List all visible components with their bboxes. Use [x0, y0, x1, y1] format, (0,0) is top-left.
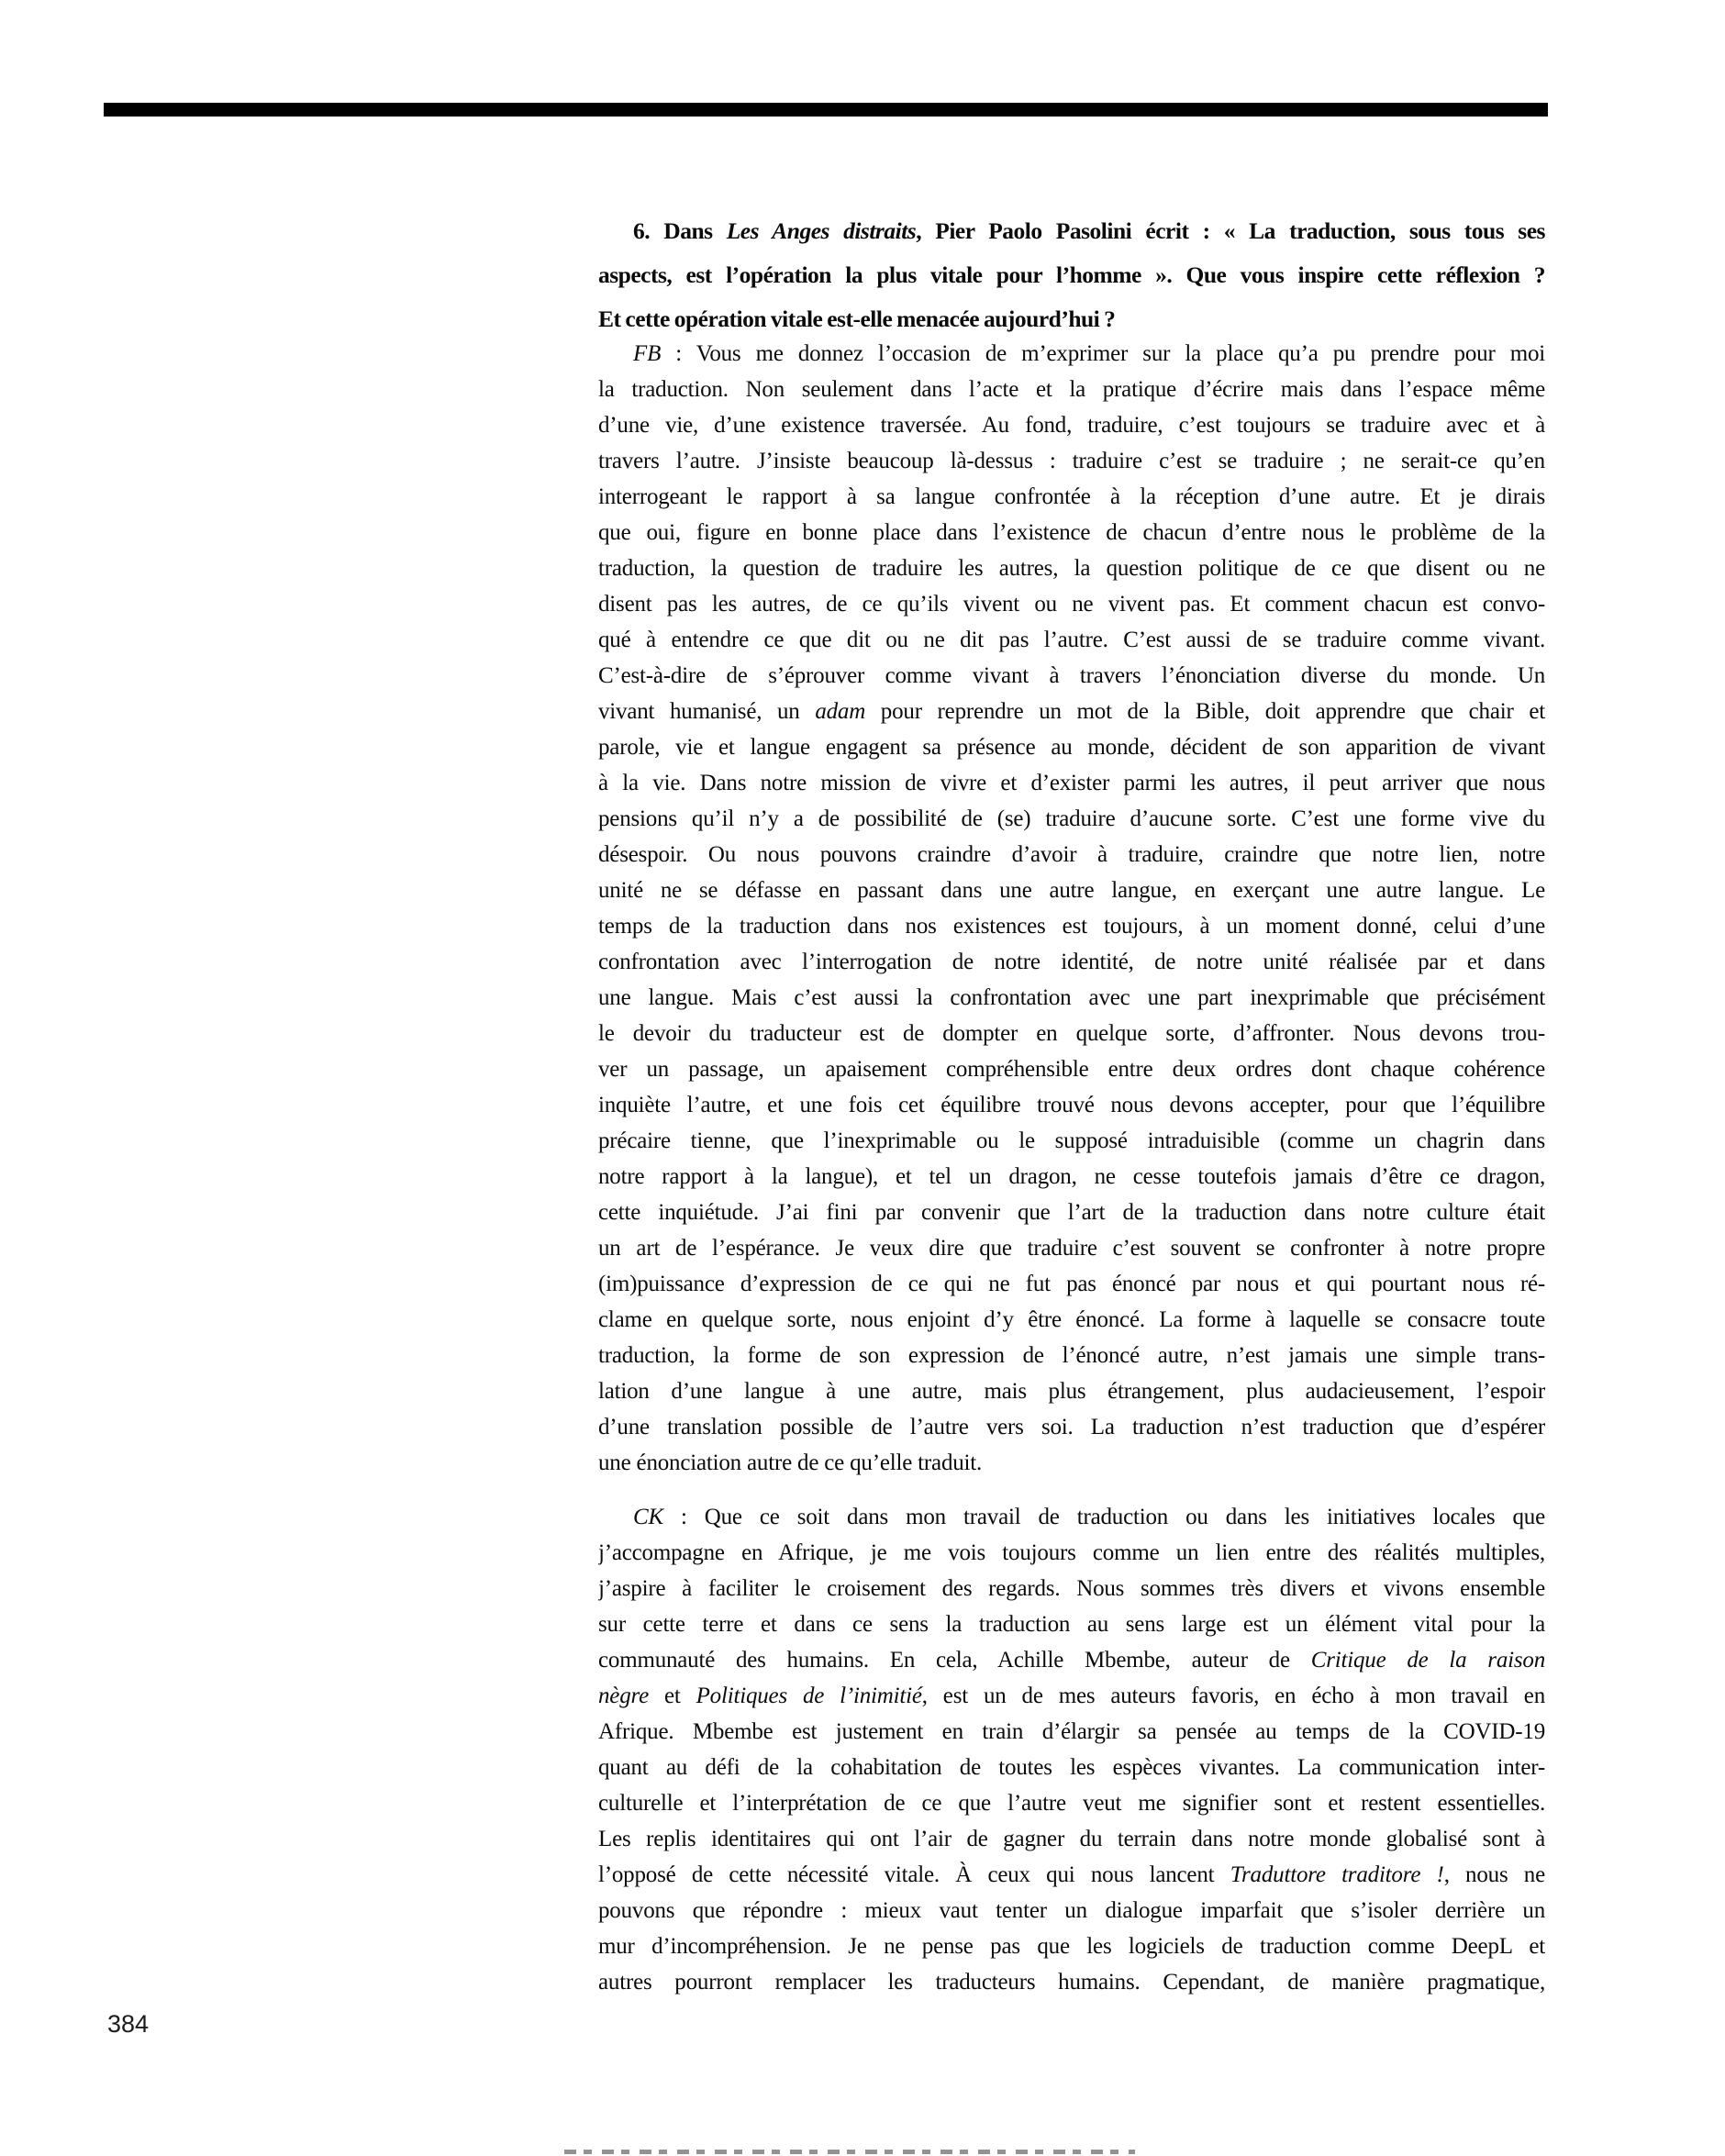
text-line: confrontation avec l’interrogation de notre identité, de notre unité réalisée par et dans — [598, 950, 1545, 974]
text-line: vivant humanisé, un adam pour reprendre un mot de la Bible, doit apprendre que chair et — [598, 699, 1545, 724]
text-line: notre rapport à la langue), et tel un dragon, ne cesse toutefois jamais d’être ce dragon, — [598, 1164, 1545, 1189]
page-number: 384 — [107, 2010, 150, 2038]
text-line: disent pas les autres, de ce qu’ils vivent ou ne vivent pas. Et comment chacun est convo- — [598, 592, 1545, 617]
text-line: aspects, est l’opération la plus vitale pour l’homme ». Que vous inspire cette réflexion ? — [598, 261, 1545, 288]
text-line: unité ne se défasse en passant dans une autre langue, en exerçant une autre langue. Le — [598, 878, 1545, 903]
text-line: sur cette terre et dans ce sens la traduction au sens large est un élément vital pour la — [598, 1612, 1545, 1637]
text-line: culturelle et l’interprétation de ce que l’autre veut me signifier sont et restent essentielles. — [598, 1791, 1545, 1816]
text-line: temps de la traduction dans nos existences est toujours, à un moment donné, celui d’une — [598, 914, 1545, 939]
top-rule — [104, 103, 1548, 117]
text-line: quant au défi de la cohabitation de toutes les espèces vivantes. La communication inter- — [598, 1755, 1545, 1780]
text-line: traduction, la forme de son expression de l’énoncé autre, n’est jamais une simple trans- — [598, 1343, 1545, 1368]
text-line: clame en quelque sorte, nous enjoint d’y être énoncé. La forme à laquelle se consacre toute — [598, 1307, 1545, 1332]
text-line: parole, vie et langue engagent sa présence au monde, décident de son apparition de vivant — [598, 735, 1545, 760]
text-line: (im)puissance d’expression de ce qui ne fut pas énoncé par nous et qui pourtant nous ré- — [598, 1272, 1545, 1296]
page-text-block — [598, 209, 1545, 2000]
text-line: traduction, la question de traduire les autres, la question politique de ce que disent ou ne — [598, 556, 1545, 581]
text-line: ver un passage, un apaisement compréhensible entre deux ordres dont chaque cohérence — [598, 1057, 1545, 1082]
text-line: autres pourront remplacer les traducteurs humains. Cependant, de manière pragmatique, — [598, 1970, 1545, 1995]
text-line: mur d’incompréhension. Je ne pense pas que les logiciels de traduction comme DeepL et — [598, 1934, 1545, 1959]
text-line: un art de l’espérance. Je veux dire que traduire c’est souvent se confronter à notre propre — [598, 1236, 1545, 1261]
text-line: une énonciation autre de ce qu’elle traduit. — [598, 1450, 983, 1475]
text-line: C’est-à-dire de s’éprouver comme vivant à travers l’énonciation diverse du monde. Un — [598, 663, 1545, 688]
text-line: FB : Vous me donnez l’occasion de m’exprimer sur la place qu’a pu prendre pour moi — [633, 341, 1545, 366]
text-line: pensions qu’il n’y a de possibilité de (se) traduire d’aucune sorte. C’est une forme vive du — [598, 806, 1545, 831]
text-line: le devoir du traducteur est de dompter en quelque sorte, d’affronter. Nous devons trou- — [598, 1021, 1545, 1046]
text-line: inquiète l’autre, et une fois cet équilibre trouvé nous devons accepter, pour que l’équilibre — [598, 1093, 1545, 1117]
text-line: la traduction. Non seulement dans l’acte et la pratique d’écrire mais dans l’espace même — [598, 377, 1545, 402]
text-line: Les replis identitaires qui ont l’air de gagner du terrain dans notre monde globalisé sont à — [598, 1827, 1545, 1851]
text-line: 6. Dans Les Anges distraits, Pier Paolo Pasolini écrit : « La traduction, sous tous ses — [633, 217, 1545, 244]
text-line: CK : Que ce soit dans mon travail de traduction ou dans les initiatives locales que — [633, 1505, 1545, 1529]
text-line: pouvons que répondre : mieux vaut tenter un dialogue imparfait que s’isoler derrière un — [598, 1898, 1545, 1923]
text-line: travers l’autre. J’insiste beaucoup là-dessus : traduire c’est se traduire ; ne serait-ce qu’en — [598, 449, 1545, 473]
text-line: cette inquiétude. J’ai fini par convenir que l’art de la traduction dans notre culture était — [598, 1200, 1545, 1225]
answer-fb — [598, 336, 1545, 1481]
text-line: lation d’une langue à une autre, mais plus étrangement, plus audacieusement, l’espoir — [598, 1379, 1545, 1404]
text-line: qué à entendre ce que dit ou ne dit pas l’autre. C’est aussi de se traduire comme vivant. — [598, 628, 1545, 652]
text-line: une langue. Mais c’est aussi la confrontation avec une part inexprimable que précisément — [598, 985, 1545, 1010]
text-line: nègre et Politiques de l’inimitié, est un de mes auteurs favoris, en écho à mon travail en — [598, 1684, 1545, 1708]
text-line: communauté des humains. En cela, Achille Mbembe, auteur de Critique de la raison — [598, 1648, 1545, 1673]
text-line: d’une translation possible de l’autre vers soi. La traduction n’est traduction que d’espérer — [598, 1415, 1545, 1439]
text-line: d’une vie, d’une existence traversée. Au fond, traduire, c’est toujours se traduire avec et à — [598, 413, 1545, 438]
text-line: j’aspire à faciliter le croisement des regards. Nous sommes très divers et vivons ensemble — [598, 1576, 1545, 1601]
text-line: l’opposé de cette nécessité vitale. À ceux qui nous lancent Traduttore traditore !, nous ne — [598, 1862, 1545, 1887]
text-line: Et cette opération vitale est-elle menacée aujourd’hui ? — [598, 306, 1116, 332]
answer-ck — [598, 1499, 1545, 2000]
text-line: précaire tienne, que l’inexprimable ou le supposé intraduisible (comme un chagrin dans — [598, 1128, 1545, 1153]
clipped-next-page-text — [564, 2150, 1135, 2154]
text-line: interrogeant le rapport à sa langue confrontée à la réception d’une autre. Et je dirais — [598, 484, 1545, 509]
text-line: j’accompagne en Afrique, je me vois toujours comme un lien entre des réalités multiples, — [598, 1540, 1545, 1565]
text-line: à la vie. Dans notre mission de vivre et d’exister parmi les autres, il peut arriver que nous — [598, 771, 1545, 795]
text-line: Afrique. Mbembe est justement en train d’élargir sa pensée au temps de la COVID-19 — [598, 1719, 1545, 1744]
text-line: désespoir. Ou nous pouvons craindre d’avoir à traduire, craindre que notre lien, notre — [598, 842, 1545, 867]
interview-question — [598, 209, 1545, 341]
text-line: que oui, figure en bonne place dans l’existence de chacun d’entre nous le problème de la — [598, 520, 1545, 545]
